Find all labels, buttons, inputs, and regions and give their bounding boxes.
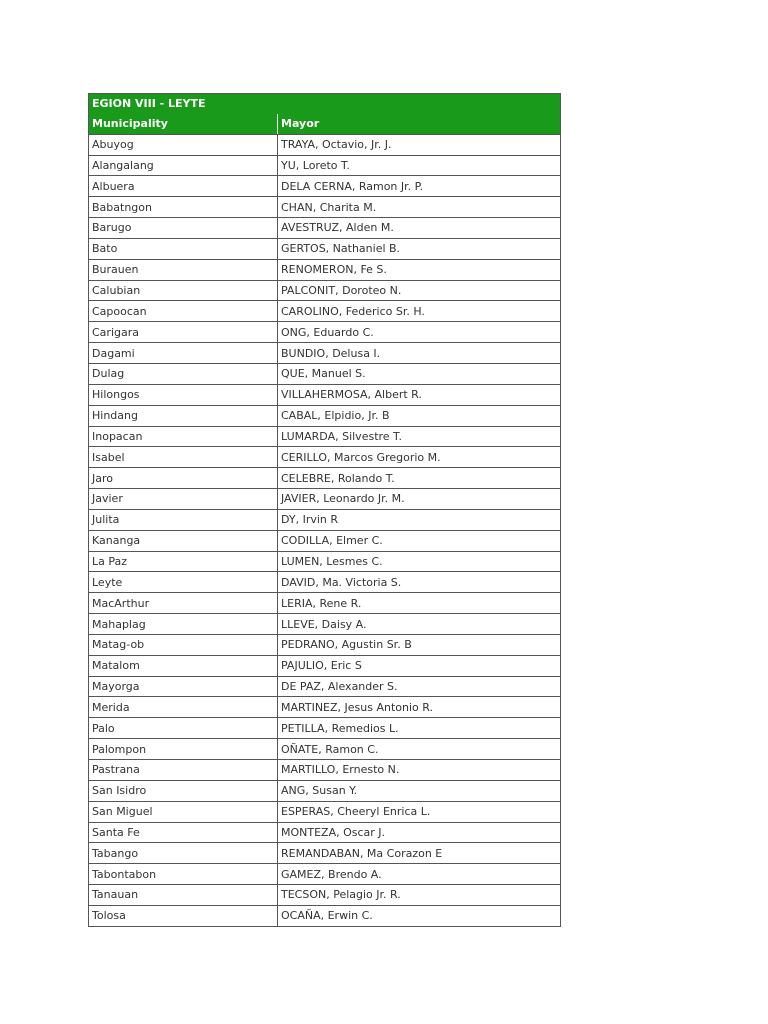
table-header-row — [89, 114, 561, 134]
municipality-cell: Mayorga — [89, 676, 278, 697]
table-row — [89, 301, 561, 322]
municipality-cell: Mahaplag — [89, 614, 278, 635]
mayor-cell: LLEVE, Daisy A. — [278, 614, 561, 635]
mayor-cell: PEDRANO, Agustin Sr. B — [278, 634, 561, 655]
table-body — [89, 134, 561, 926]
municipality-cell: Merida — [89, 697, 278, 718]
table-row — [89, 384, 561, 405]
mayor-cell: REMANDABAN, Ma Corazon E — [278, 843, 561, 864]
municipality-cell: Capoocan — [89, 301, 278, 322]
mayor-cell: GAMEZ, Brendo A. — [278, 864, 561, 885]
municipality-cell: La Paz — [89, 551, 278, 572]
table-row — [89, 572, 561, 593]
table-row — [89, 489, 561, 510]
municipality-cell: Palo — [89, 718, 278, 739]
table-row — [89, 801, 561, 822]
mayor-cell: AVESTRUZ, Alden M. — [278, 218, 561, 239]
table-row — [89, 509, 561, 530]
table-row — [89, 864, 561, 885]
mayor-cell: PAJULIO, Eric S — [278, 655, 561, 676]
table-row — [89, 905, 561, 926]
municipality-cell: Hilongos — [89, 384, 278, 405]
mayor-cell: YU, Loreto T. — [278, 155, 561, 176]
mayor-cell: CABAL, Elpidio, Jr. B — [278, 405, 561, 426]
table-row — [89, 134, 561, 155]
municipality-cell: Palompon — [89, 739, 278, 760]
table-row — [89, 405, 561, 426]
table-title-row — [89, 94, 561, 114]
mayor-table — [88, 93, 561, 927]
municipality-cell: Carigara — [89, 322, 278, 343]
table-title: EGION VIII - LEYTE — [89, 94, 561, 114]
table-row — [89, 760, 561, 781]
mayor-cell: QUE, Manuel S. — [278, 363, 561, 384]
mayor-cell: JAVIER, Leonardo Jr. M. — [278, 489, 561, 510]
mayor-cell: MARTINEZ, Jesus Antonio R. — [278, 697, 561, 718]
mayor-cell: DY, Irvin R — [278, 509, 561, 530]
table-row — [89, 634, 561, 655]
mayor-cell: CERILLO, Marcos Gregorio M. — [278, 447, 561, 468]
table-row — [89, 822, 561, 843]
municipality-cell: Dulag — [89, 363, 278, 384]
table-row — [89, 739, 561, 760]
mayor-cell: TECSON, Pelagio Jr. R. — [278, 885, 561, 906]
municipality-cell: Tabontabon — [89, 864, 278, 885]
table-row — [89, 843, 561, 864]
municipality-cell: Alangalang — [89, 155, 278, 176]
municipality-cell: Barugo — [89, 218, 278, 239]
municipality-cell: Abuyog — [89, 134, 278, 155]
mayor-cell: CHAN, Charita M. — [278, 197, 561, 218]
municipality-cell: Julita — [89, 509, 278, 530]
mayor-cell: CODILLA, Elmer C. — [278, 530, 561, 551]
table-row — [89, 259, 561, 280]
municipality-cell: Jaro — [89, 468, 278, 489]
mayor-cell: TRAYA, Octavio, Jr. J. — [278, 134, 561, 155]
table-row — [89, 447, 561, 468]
municipality-cell: Kananga — [89, 530, 278, 551]
mayor-cell: CAROLINO, Federico Sr. H. — [278, 301, 561, 322]
column-header-mayor: Mayor — [278, 114, 561, 134]
municipality-cell: San Miguel — [89, 801, 278, 822]
mayor-cell: CELEBRE, Rolando T. — [278, 468, 561, 489]
mayor-cell: RENOMERON, Fe S. — [278, 259, 561, 280]
municipality-cell: Matalom — [89, 655, 278, 676]
table-row — [89, 280, 561, 301]
mayor-cell: LERIA, Rene R. — [278, 593, 561, 614]
table-row — [89, 780, 561, 801]
mayor-cell: BUNDIO, Delusa I. — [278, 343, 561, 364]
municipality-cell: Isabel — [89, 447, 278, 468]
column-header-municipality: Municipality — [89, 114, 278, 134]
municipality-cell: MacArthur — [89, 593, 278, 614]
mayor-cell: ANG, Susan Y. — [278, 780, 561, 801]
mayor-cell: OÑATE, Ramon C. — [278, 739, 561, 760]
municipality-cell: Javier — [89, 489, 278, 510]
mayor-cell: ONG, Eduardo C. — [278, 322, 561, 343]
table-row — [89, 614, 561, 635]
mayor-cell: DAVID, Ma. Victoria S. — [278, 572, 561, 593]
mayor-cell: LUMARDA, Silvestre T. — [278, 426, 561, 447]
table-row — [89, 155, 561, 176]
mayor-cell: VILLAHERMOSA, Albert R. — [278, 384, 561, 405]
mayor-table-container — [88, 93, 560, 927]
municipality-cell: Burauen — [89, 259, 278, 280]
table-row — [89, 655, 561, 676]
municipality-cell: Tabango — [89, 843, 278, 864]
municipality-cell: Dagami — [89, 343, 278, 364]
municipality-cell: Santa Fe — [89, 822, 278, 843]
mayor-cell: GERTOS, Nathaniel B. — [278, 238, 561, 259]
mayor-cell: PALCONIT, Doroteo N. — [278, 280, 561, 301]
municipality-cell: Calubian — [89, 280, 278, 301]
municipality-cell: San Isidro — [89, 780, 278, 801]
table-row — [89, 676, 561, 697]
table-row — [89, 593, 561, 614]
mayor-cell: ESPERAS, Cheeryl Enrica L. — [278, 801, 561, 822]
municipality-cell: Matag-ob — [89, 634, 278, 655]
municipality-cell: Pastrana — [89, 760, 278, 781]
municipality-cell: Tolosa — [89, 905, 278, 926]
table-row — [89, 718, 561, 739]
municipality-cell: Bato — [89, 238, 278, 259]
table-row — [89, 530, 561, 551]
mayor-cell: DE PAZ, Alexander S. — [278, 676, 561, 697]
municipality-cell: Hindang — [89, 405, 278, 426]
table-row — [89, 176, 561, 197]
table-row — [89, 322, 561, 343]
mayor-cell: LUMEN, Lesmes C. — [278, 551, 561, 572]
municipality-cell: Albuera — [89, 176, 278, 197]
municipality-cell: Inopacan — [89, 426, 278, 447]
mayor-cell: MONTEZA, Oscar J. — [278, 822, 561, 843]
table-row — [89, 697, 561, 718]
table-row — [89, 197, 561, 218]
table-row — [89, 238, 561, 259]
table-row — [89, 343, 561, 364]
table-row — [89, 218, 561, 239]
table-row — [89, 551, 561, 572]
mayor-cell: PETILLA, Remedios L. — [278, 718, 561, 739]
mayor-cell: OCAÑA, Erwin C. — [278, 905, 561, 926]
table-row — [89, 426, 561, 447]
mayor-cell: DELA CERNA, Ramon Jr. P. — [278, 176, 561, 197]
municipality-cell: Babatngon — [89, 197, 278, 218]
mayor-cell: MARTILLO, Ernesto N. — [278, 760, 561, 781]
municipality-cell: Leyte — [89, 572, 278, 593]
table-row — [89, 468, 561, 489]
table-row — [89, 885, 561, 906]
municipality-cell: Tanauan — [89, 885, 278, 906]
table-row — [89, 363, 561, 384]
